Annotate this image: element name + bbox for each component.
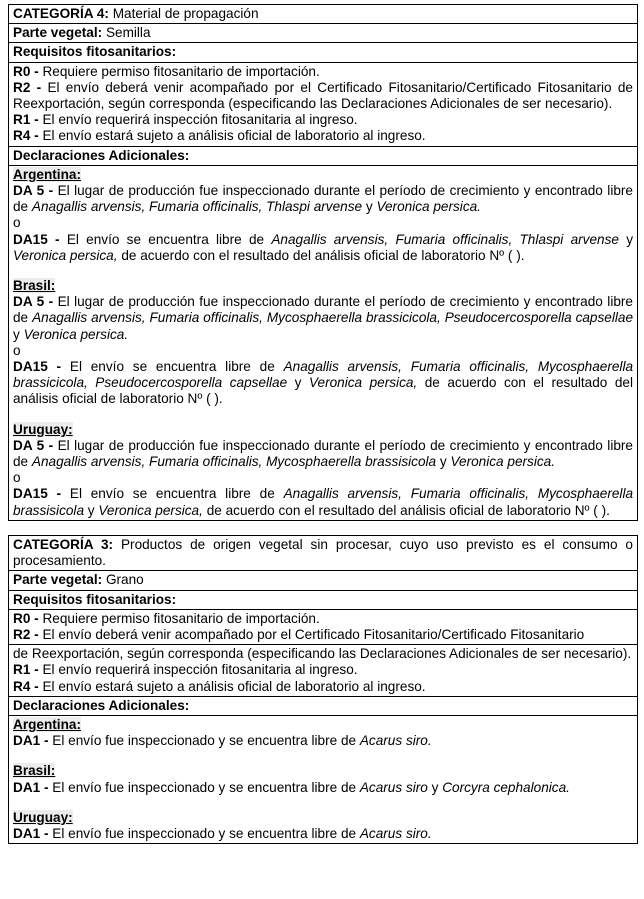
species-last: Veronica persica, [308, 375, 418, 391]
country-block-argentina [13, 717, 633, 749]
country-block-brasil [13, 278, 633, 408]
category-3-table [8, 535, 638, 844]
declaration-text: El lugar de producción fue inspeccionado durante el período de crecimiento y encontrado libre de [13, 183, 633, 215]
country-block-argentina [13, 167, 633, 264]
requirements-title: Requisitos fitosanitarios: [13, 44, 177, 60]
plant-part-value: Grano [105, 572, 144, 588]
additional-declarations-body [9, 165, 638, 520]
requirement-r4 [13, 679, 633, 695]
additional-declarations-body [9, 715, 638, 843]
requirement-text: El envío estará sujeto a análisis oficial de laboratorio al ingreso. [42, 678, 426, 694]
category-3-header [9, 535, 638, 570]
country-block-uruguay [13, 422, 633, 519]
declaration-code: DA1 - [13, 733, 49, 749]
species-name: Acarus siro [359, 779, 428, 795]
additional-declarations-title-row [9, 696, 638, 715]
conjunction: y [626, 231, 634, 247]
plant-part-value: Semilla [105, 25, 151, 41]
conjunction: y [13, 326, 20, 342]
requirement-r1 [13, 112, 633, 128]
table-spacer [8, 521, 638, 535]
category-label: CATEGORÍA 3: [13, 536, 114, 552]
declaration-tail: de acuerdo con el resultado del análisis oficial de laboratorio Nº ( ). [206, 502, 610, 518]
requirement-r2 [13, 627, 633, 643]
declaration-text: El lugar de producción fue inspeccionado durante el período de crecimiento y encontrado libre de [13, 437, 633, 470]
conjunction: y [431, 779, 439, 795]
declaration-da15 [13, 486, 633, 518]
species-last: Veronica persica, [98, 502, 203, 518]
additional-declarations-title-row [9, 146, 638, 165]
requirement-text: El envío deberá venir acompañado por el Certificado Fitosanitario/Certificado Fitosanitario [42, 626, 585, 642]
requirements-list-part-1 [9, 609, 638, 644]
species-name: Corcyra cephalonica. [442, 779, 570, 795]
category-4-header [9, 5, 638, 24]
declaration-code: DA15 - [13, 359, 62, 375]
requirement-text: El envío deberá venir acompañado por el Certificado Fitosanitario/Certificado Fitosanitario de Reexportación, según corresponda (especificando las Declaraciones Adicionales de ser necesario). [13, 79, 633, 112]
country-block-uruguay [13, 810, 633, 842]
species-list: Anagallis arvensis, Fumaria officinalis, Mycosphaerella brassisicola [31, 454, 437, 470]
requirements-list [9, 62, 638, 146]
requirement-r0 [13, 611, 633, 627]
country-name: Uruguay: [13, 421, 73, 437]
declaration-text: El envío se encuentra libre de [69, 486, 275, 502]
declaration-text: El envío fue inspeccionado y se encuentra libre de [52, 825, 357, 841]
declaration-text: El envío fue inspeccionado y se encuentra libre de [52, 779, 357, 795]
declaration-text: El lugar de producción fue inspeccionado durante el período de crecimiento y encontrado libre de [13, 294, 633, 326]
declaration-da5 [13, 294, 633, 343]
species-list: Anagallis arvensis, Fumaria officinalis, Mycosphaerella brassisicola [13, 486, 634, 518]
declaration-tail: de acuerdo con el resultado del análisis oficial de laboratorio Nº ( ). [121, 247, 525, 263]
declaration-da1 [13, 733, 633, 749]
species-last: Veronica persica. [376, 199, 481, 215]
category-value: Material de propagación [112, 6, 259, 21]
requirement-code: R4 - [13, 678, 39, 694]
requirement-code: R2 - [13, 79, 42, 95]
country-name: Brasil: [13, 763, 56, 779]
requirement-r1 [13, 662, 633, 678]
requirement-code: R2 - [13, 626, 39, 642]
species-name: Acarus siro. [359, 733, 432, 749]
declaration-da5 [13, 183, 633, 215]
plant-part-row [9, 24, 638, 43]
plant-part-label: Parte vegetal: [13, 572, 103, 588]
plant-part-row [9, 571, 638, 590]
country-name: Argentina: [13, 716, 81, 732]
species-list: Anagallis arvensis, Fumaria officinalis, Mycosphaerella brassicicola, Pseudocercosporella capsellae [32, 310, 634, 326]
species-last: Veronica persica, [13, 247, 118, 263]
requirement-code: R0 - [13, 63, 39, 79]
conjunction: y [87, 502, 95, 518]
species-list: Anagallis arvensis, Fumaria officinalis, Mycosphaerella brassicicola, Pseudocercosporella capsellae [13, 359, 634, 391]
declaration-da15 [13, 232, 633, 264]
declaration-code: DA1 - [13, 825, 49, 841]
or-separator: o [13, 470, 21, 486]
requirements-title-row [9, 43, 638, 62]
species-list: Anagallis arvensis, Fumaria officinalis, Thlaspi arvense [271, 231, 619, 247]
declaration-code: DA15 - [13, 486, 62, 502]
declaration-code: DA 5 - [13, 183, 54, 199]
country-name: Brasil: [13, 278, 56, 294]
species-name: Acarus siro. [359, 825, 432, 841]
declaration-da1 [13, 826, 633, 842]
requirement-r2-continued: de Reexportación, según corresponda (especificando las Declaraciones Adicionales de ser necesario). [13, 646, 632, 662]
declaration-code: DA15 - [13, 231, 60, 247]
declaration-code: DA1 - [13, 779, 49, 795]
declaration-code: DA 5 - [13, 294, 54, 310]
declaration-da1 [13, 780, 633, 796]
requirement-text: Requiere permiso fitosanitario de importación. [42, 610, 320, 626]
conjunction: y [294, 375, 302, 391]
declaration-text: El envío fue inspeccionado y se encuentra libre de [52, 733, 357, 749]
species-last: Veronica persica. [23, 326, 129, 342]
requirement-text: Requiere permiso fitosanitario de importación. [42, 63, 320, 79]
category-value: Productos de origen vegetal sin procesar, cuyo uso previsto es el consumo o procesamiento. [13, 536, 633, 569]
requirement-code: R0 - [13, 610, 39, 626]
species-list: Anagallis arvensis, Fumaria officinalis, Thlaspi arvense [31, 199, 363, 215]
requirements-list-part-2 [9, 645, 638, 697]
declaration-code: DA 5 - [13, 437, 54, 453]
declaration-tail: de acuerdo con el resultado del análisis oficial de laboratorio Nº ( ). [13, 375, 633, 407]
requirement-r4 [13, 128, 633, 144]
requirement-code: R1 - [13, 662, 39, 678]
conjunction: y [365, 199, 373, 215]
requirement-r2 [13, 80, 633, 112]
requirement-r0 [13, 64, 633, 80]
or-separator: o [13, 215, 21, 231]
plant-part-label: Parte vegetal: [13, 25, 103, 41]
species-last: Veronica persica. [450, 454, 555, 470]
declaration-da5 [13, 438, 633, 470]
category-label: CATEGORÍA 4: [13, 6, 109, 21]
additional-declarations-title: Declaraciones Adicionales: [13, 147, 190, 163]
document [8, 4, 638, 844]
requirement-code: R1 - [13, 112, 39, 128]
conjunction: y [439, 454, 447, 470]
or-separator: o [13, 342, 21, 358]
requirement-text: El envío requerirá inspección fitosanitaria al ingreso. [42, 662, 358, 678]
additional-declarations-title: Declaraciones Adicionales: [13, 697, 190, 713]
country-name: Uruguay: [13, 809, 73, 825]
category-4-table [8, 4, 638, 521]
country-name: Argentina: [13, 166, 81, 182]
requirement-code: R4 - [13, 128, 39, 144]
declaration-text: El envío se encuentra libre de [69, 359, 275, 375]
declaration-text: El envío se encuentra libre de [66, 231, 265, 247]
requirements-title-row [9, 590, 638, 609]
declaration-da15 [13, 359, 633, 408]
requirement-text: El envío requerirá inspección fitosanitaria al ingreso. [42, 112, 358, 128]
country-block-brasil [13, 763, 633, 795]
requirements-title: Requisitos fitosanitarios: [13, 591, 177, 607]
requirement-text: El envío estará sujeto a análisis oficial de laboratorio al ingreso. [42, 128, 426, 144]
